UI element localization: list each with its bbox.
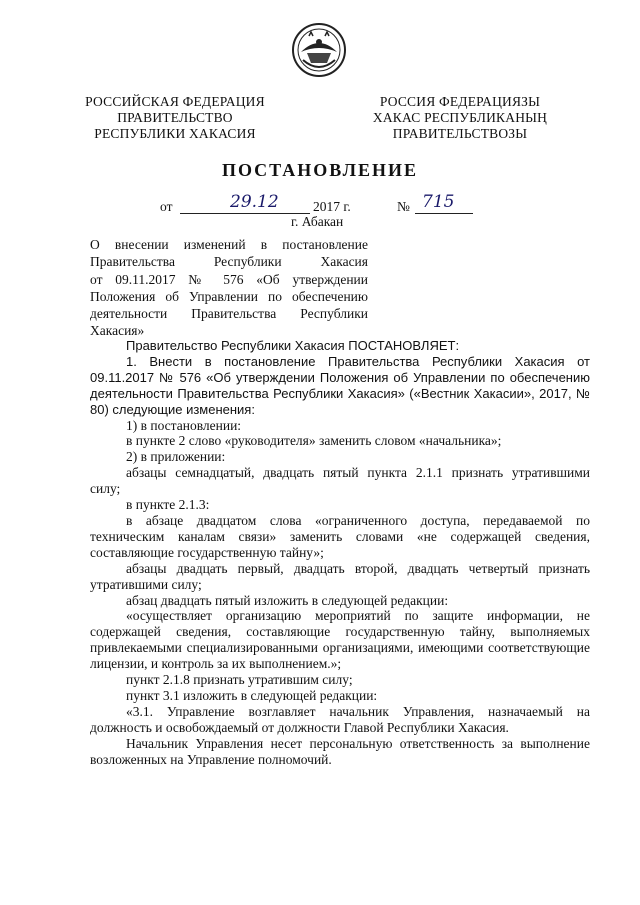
number-prefix: № (397, 199, 410, 214)
body-paragraph: в пункте 2 слово «руководителя» заменить словом «начальника»; (126, 433, 502, 449)
subject-line: О внесении изменений в постановление (90, 237, 368, 252)
header-left-line: РОССИЙСКАЯ ФЕДЕРАЦИЯ (85, 94, 265, 109)
date-year: 2017 г. (313, 199, 351, 214)
body-paragraph: «3.1. Управление возглавляет начальник Управления, назначаемый на должность и освобождаемый от должности Главой Республики Хакасия. (90, 703, 590, 735)
header-right-line: РОССИЯ ФЕДЕРАЦИЯЗЫ (379, 94, 541, 109)
subject-line: от 09.11.2017 № 576 «Об утверждении (90, 271, 368, 287)
document-body (90, 338, 590, 767)
document-title: ПОСТАНОВЛЕНИЕ (221, 160, 419, 180)
city: г. Абакан (291, 214, 344, 229)
subject-line: Положения об Управлении по обеспечению (90, 288, 368, 304)
date-prefix: от (160, 199, 173, 214)
body-paragraph: абзацы двадцать первый, двадцать второй, двадцать четвертый признать утратившими силу; (90, 560, 590, 592)
body-paragraph: Начальник Управления несет персональную ответственность за выполнение возложенных на Управление полномочий. (90, 735, 590, 767)
subject-line: Правительства Республики Хакасия (90, 254, 368, 270)
body-paragraph: 1) в постановлении: (126, 417, 242, 433)
header-left-line: РЕСПУБЛИКИ ХАКАСИЯ (94, 126, 256, 141)
body-paragraph: абзацы семнадцатый, двадцать пятый пункта 2.1.1 признать утратившими силу; (90, 465, 590, 497)
body-paragraph: в абзаце двадцатом слова «ограниченного доступа, передаваемой по техническим каналам связи» заменить словами «не содержащей сведения, составляющие государственную тайну»; (90, 512, 590, 560)
subject-line: деятельности Правительства Республики (90, 306, 368, 322)
header-right-line: ПРАВИТЕЛЬСТВОЗЫ (392, 126, 528, 141)
header-left (70, 94, 280, 142)
body-paragraph: Правительство Республики Хакасия ПОСТАНОВЛЯЕТ: (126, 338, 460, 353)
handwritten-date: 29.12 (230, 192, 279, 212)
header-left-line: ПРАВИТЕЛЬСТВО (117, 110, 233, 125)
coat-of-arms-emblem (291, 22, 347, 78)
body-paragraph: 2) в приложении: (126, 449, 226, 465)
handwritten-number: 715 (422, 192, 455, 212)
body-paragraph: 1. Внести в постановление Правительства Республики Хакасия от 09.11.2017 № 576 «Об утверждении Положения об Управлении по обеспечению деятельности Правительства Республики Хакасия» («Вестник Хакасии», 2017, № 80) следующие изменения: (90, 353, 590, 417)
body-paragraph: в пункте 2.1.3: (126, 497, 210, 513)
header-right (350, 94, 570, 142)
body-paragraph: абзац двадцать пятый изложить в следующей редакции: (126, 592, 449, 608)
subject-block (90, 236, 368, 340)
body-paragraph: пункт 2.1.8 признать утратившим силу; (126, 672, 353, 688)
header-right-line: ХАКАС РЕСПУБЛИКАНЫҢ (372, 110, 548, 125)
subject-line: Хакасия» (90, 323, 145, 339)
body-paragraph: пункт 3.1 изложить в следующей редакции: (126, 687, 378, 703)
body-paragraph: «осуществляет организацию мероприятий по защите информации, не содержащей сведения, составляющие государственную тайну, выполняемых привлекаемыми специализированными организациями, имеющими соответствующие лицензии, и контроль за их выполнением.»; (90, 608, 590, 672)
